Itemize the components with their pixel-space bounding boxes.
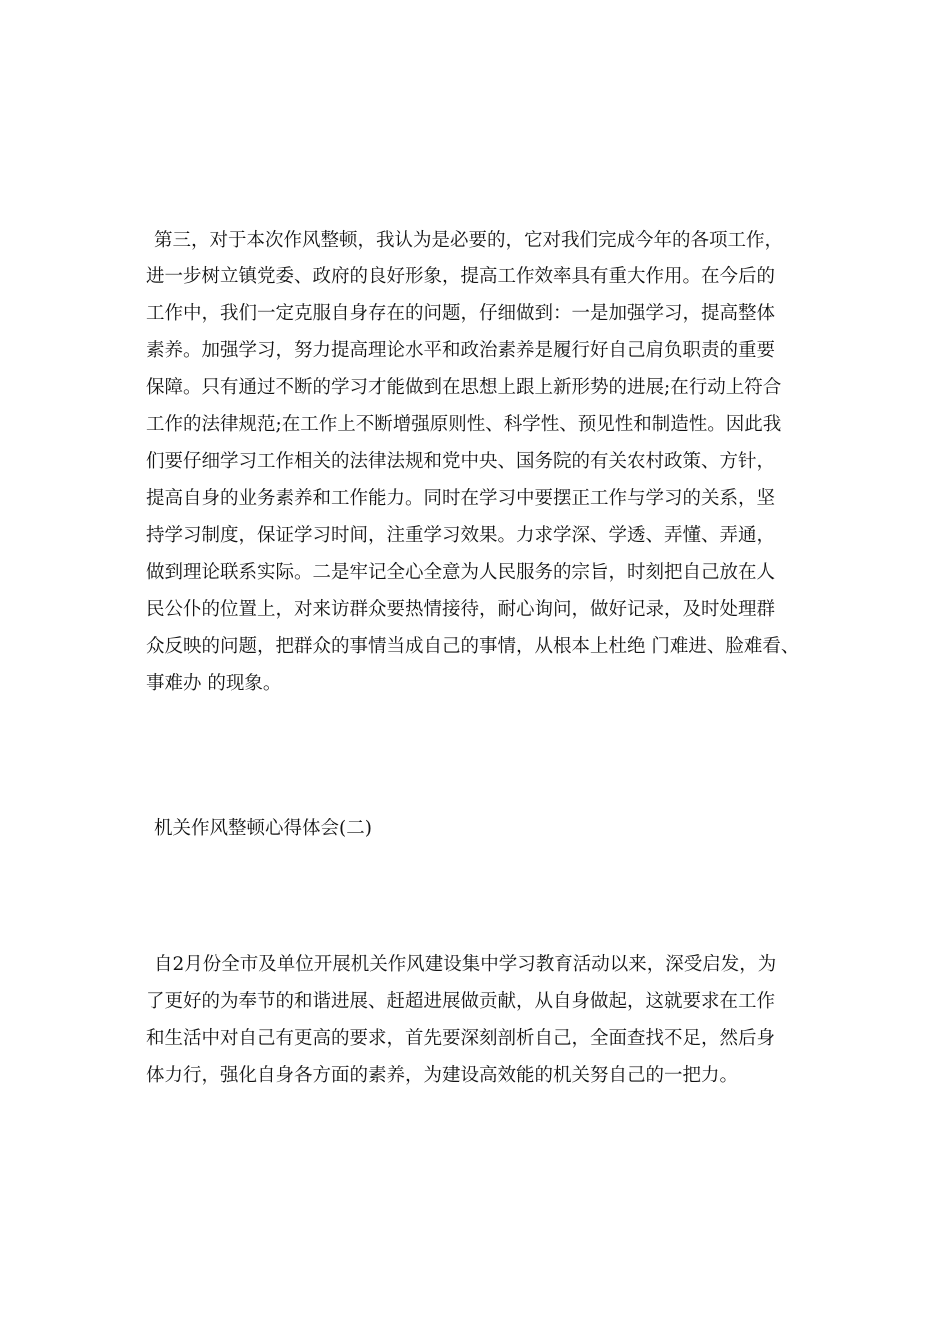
paragraph-1-line: 持学习制度，保证学习时间，注重学习效果。力求学深、学透、弄懂、弄通， xyxy=(146,525,776,546)
paragraph-1-line: 素养。加强学习，努力提高理论水平和政治素养是履行好自己肩负职责的重要 xyxy=(146,340,776,361)
paragraph-1-line: 做到理论联系实际。二是牢记全心全意为人民服务的宗旨，时刻把自己放在人 xyxy=(146,562,776,583)
paragraph-2-line: 了更好的为奉节的和谐进展、赶超进展做贡献，从自身做起，这就要求在工作 xyxy=(146,991,776,1012)
paragraph-1-line: 事难办 的现象。 xyxy=(146,673,282,694)
paragraph-1-line: 第三，对于本次作风整顿，我认为是必要的，它对我们完成今年的各项工作， xyxy=(154,230,784,251)
paragraph-2-line: 和生活中对自己有更高的要求，首先要深刻剖析自己，全面查找不足，然后身 xyxy=(146,1028,776,1049)
section-heading: 机关作风整顿心得体会(二) xyxy=(154,818,372,839)
paragraph-1-line: 保障。只有通过不断的学习才能做到在思想上跟上新形势的进展;在行动上符合 xyxy=(146,377,782,398)
paragraph-1-line: 们要仔细学习工作相关的法律法规和党中央、国务院的有关农村政策、方针， xyxy=(146,451,776,472)
paragraph-1-line: 进一步树立镇党委、政府的良好形象，提高工作效率具有重大作用。在今后的 xyxy=(146,266,776,287)
paragraph-1-line: 工作中，我们一定克服自身存在的问题，仔细做到：一是加强学习，提高整体 xyxy=(146,303,776,324)
paragraph-2-line: 自2月份全市及单位开展机关作风建设集中学习教育活动以来，深受启发，为 xyxy=(154,954,777,975)
paragraph-1-line: 众反映的问题，把群众的事情当成自己的事情，从根本上杜绝 门难进、脸难看、 xyxy=(146,636,800,657)
paragraph-1-line: 工作的法律规范;在工作上不断增强原则性、科学性、预见性和制造性。因此我 xyxy=(146,414,782,435)
paragraph-2-line: 体力行，强化自身各方面的素养，为建设高效能的机关努自己的一把力。 xyxy=(146,1065,739,1086)
paragraph-1-line: 提高自身的业务素养和工作能力。同时在学习中要摆正工作与学习的关系，坚 xyxy=(146,488,776,509)
paragraph-1-line: 民公仆的位置上，对来访群众要热情接待，耐心询问，做好记录，及时处理群 xyxy=(146,599,776,620)
